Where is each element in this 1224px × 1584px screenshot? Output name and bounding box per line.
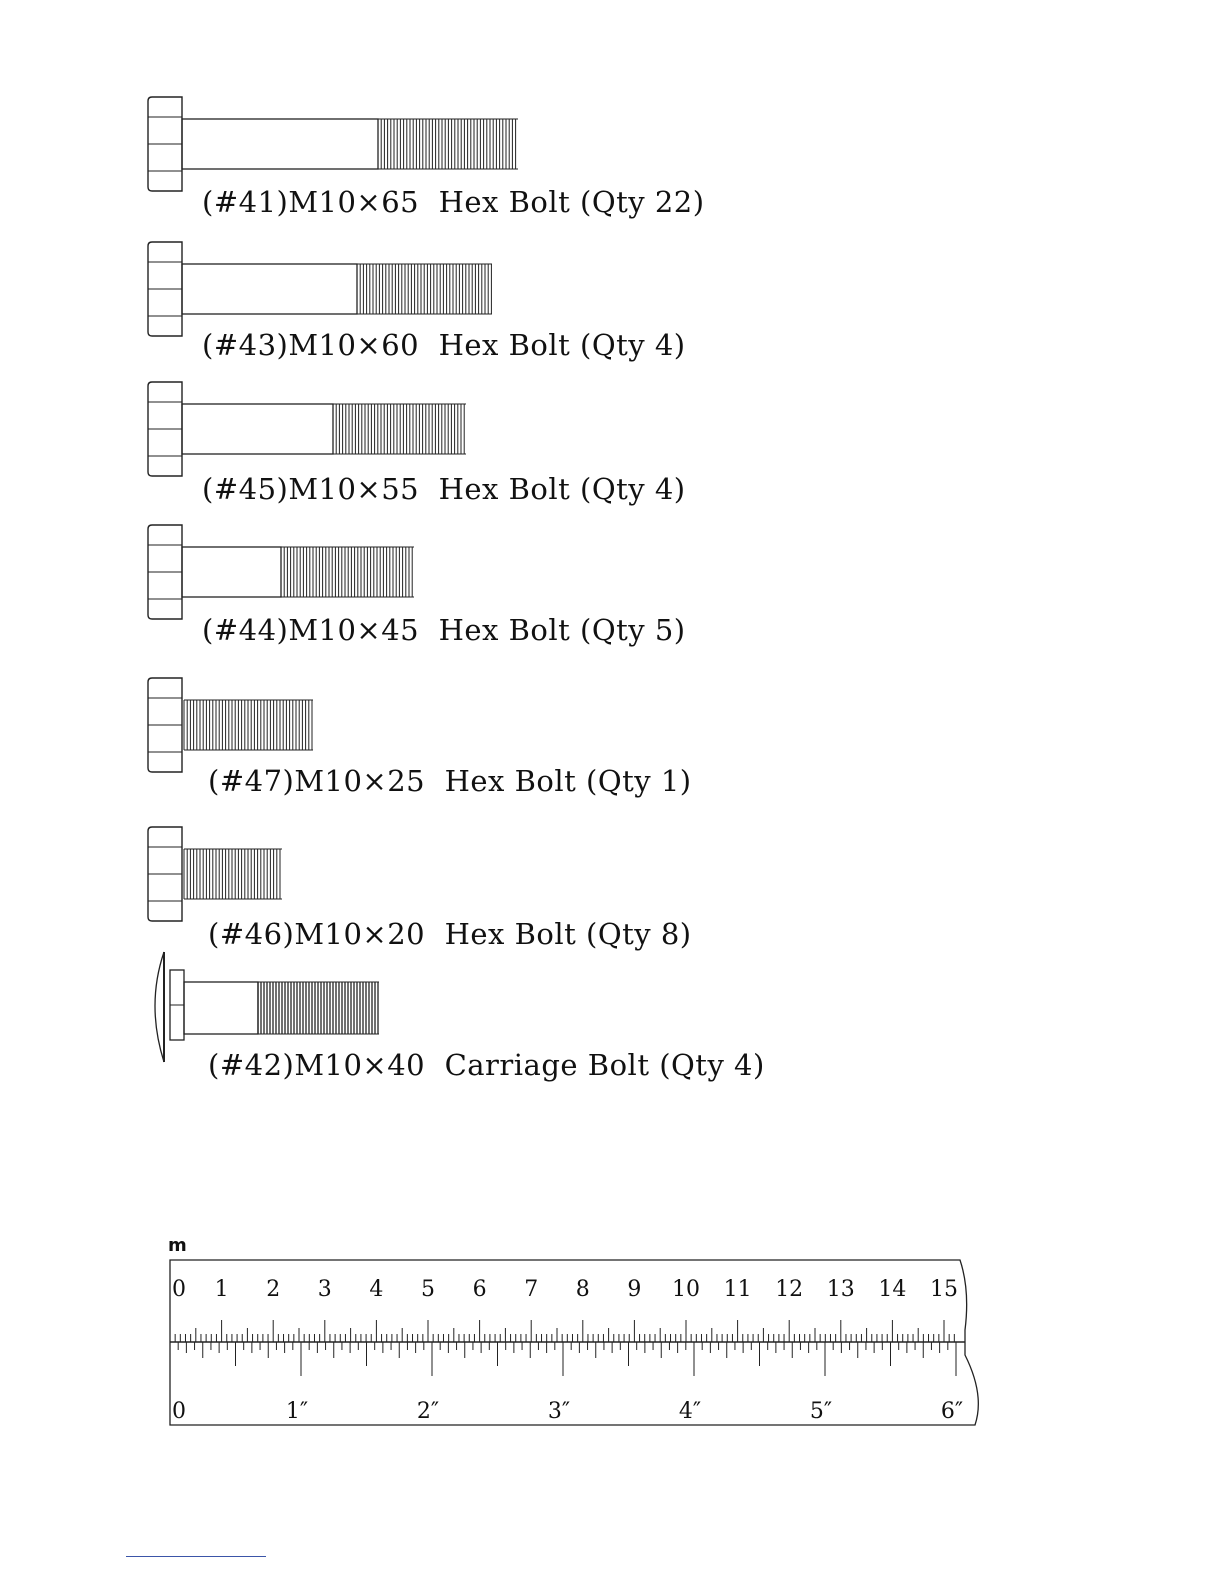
bolt-label xyxy=(208,764,692,798)
bolt-size: M10×40 xyxy=(294,1048,426,1082)
bolt-quantity: (Qty 1) xyxy=(586,764,692,798)
part-number: (#42) xyxy=(208,1048,295,1082)
cm-tick-label: 11 xyxy=(723,1277,752,1302)
cm-tick-label: 9 xyxy=(627,1277,642,1302)
cm-tick-label: 13 xyxy=(826,1277,855,1302)
bolt-type: Hex Bolt xyxy=(438,328,571,362)
bolt-quantity: (Qty 4) xyxy=(659,1048,765,1082)
cm-tick-label: 3 xyxy=(317,1277,332,1302)
inch-tick-label: 2″ xyxy=(416,1399,440,1424)
ruler-graphic xyxy=(160,1230,980,1430)
bolt-size: M10×60 xyxy=(288,328,420,362)
part-number: (#47) xyxy=(208,764,295,798)
bolt-quantity: (Qty 8) xyxy=(586,917,692,951)
bolt-label xyxy=(208,1048,765,1082)
bolt-quantity: (Qty 4) xyxy=(580,328,686,362)
bolt-type: Hex Bolt xyxy=(444,764,577,798)
measuring-ruler xyxy=(160,1230,980,1434)
cm-tick-label: 1 xyxy=(214,1277,229,1302)
bolt-label xyxy=(208,917,692,951)
bolt-type: Hex Bolt xyxy=(438,185,571,219)
bolt-type: Carriage Bolt xyxy=(444,1048,650,1082)
part-number: (#46) xyxy=(208,917,295,951)
bolt-label xyxy=(202,472,686,506)
bolt-size: M10×20 xyxy=(294,917,426,951)
bolt-size: M10×45 xyxy=(288,613,420,647)
bolt-type: Hex Bolt xyxy=(438,472,571,506)
inch-tick-label: 4″ xyxy=(678,1399,702,1424)
bolt-label xyxy=(202,185,705,219)
inch-tick-label: 1″ xyxy=(285,1399,309,1424)
footer-divider xyxy=(126,1556,266,1557)
part-number: (#43) xyxy=(202,328,289,362)
bolt-quantity: (Qty 22) xyxy=(580,185,705,219)
ruler-unit-label: m xyxy=(168,1235,187,1256)
inch-tick-label: 5″ xyxy=(809,1399,833,1424)
inch-tick-label: 3″ xyxy=(547,1399,571,1424)
cm-tick-label: 4 xyxy=(369,1277,384,1302)
inch-tick-label: 6″ xyxy=(940,1399,964,1424)
inch-tick-label: 0 xyxy=(172,1399,186,1424)
cm-tick-label: 12 xyxy=(775,1277,804,1302)
bolt-quantity: (Qty 5) xyxy=(580,613,686,647)
cm-tick-label: 8 xyxy=(575,1277,590,1302)
bolt-type: Hex Bolt xyxy=(438,613,571,647)
cm-tick-label: 2 xyxy=(266,1277,281,1302)
bolt-type: Hex Bolt xyxy=(444,917,577,951)
cm-tick-label: 0 xyxy=(172,1277,186,1302)
bolt-size: M10×25 xyxy=(294,764,426,798)
bolt-label xyxy=(202,328,686,362)
cm-tick-label: 14 xyxy=(878,1277,907,1302)
bolt-quantity: (Qty 4) xyxy=(580,472,686,506)
part-number: (#41) xyxy=(202,185,289,219)
cm-tick-label: 10 xyxy=(672,1277,700,1302)
cm-tick-label: 6 xyxy=(472,1277,487,1302)
cm-tick-label: 15 xyxy=(930,1277,958,1302)
bolt-label xyxy=(202,613,686,647)
cm-tick-label: 5 xyxy=(421,1277,435,1302)
part-number: (#44) xyxy=(202,613,289,647)
bolt-size: M10×65 xyxy=(288,185,420,219)
bolt-size: M10×55 xyxy=(288,472,420,506)
part-number: (#45) xyxy=(202,472,289,506)
cm-tick-label: 7 xyxy=(524,1277,539,1302)
